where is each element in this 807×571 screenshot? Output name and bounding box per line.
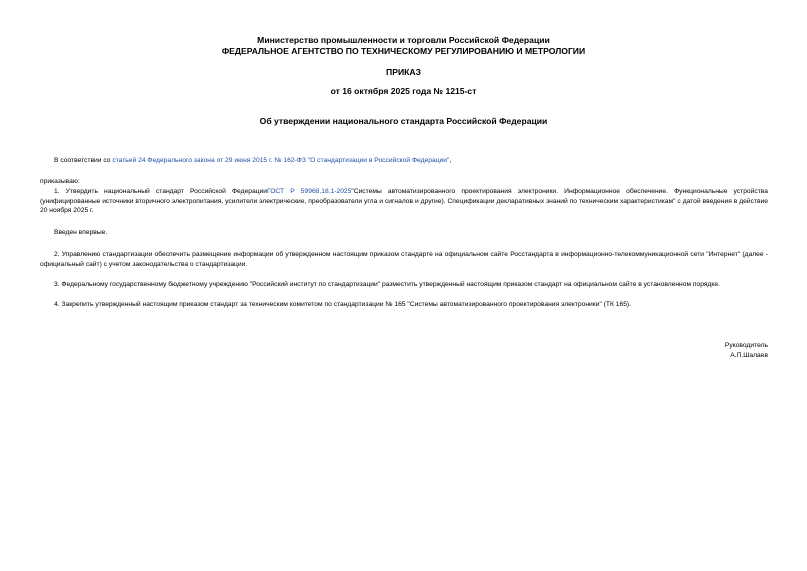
intro-text-after: , — [449, 157, 452, 164]
intro-paragraph — [40, 156, 768, 166]
federal-law-link[interactable]: статьей 24 Федерального закона от 29 июня 2015 г. № 162-ФЗ "О стандартизации в Российской Федерации" — [112, 157, 450, 164]
order-item-3: 3. Федеральному государственному бюджетному учреждению "Российский институт по стандартизации" разместить утвержденный настоящим приказом стандарт на официальном сайте в установленном порядке. — [54, 281, 721, 288]
gost-standard-link[interactable]: ГОСТ Р 59968.18.1-2025 — [266, 188, 352, 195]
first-time-note: Введен впервые. — [54, 229, 108, 236]
item1-text-after: "Системы автоматизированного проектирования электроники. Информационное обеспечение. Функциональные устройства (унифицированные источники вторичного электропитания, усилители электрические, преобразователи угла и сигналов и другие). Спецификации декларативных знаний по техническим характеристикам" с датой введения в действие 20 ноября 2025 г. — [40, 188, 768, 214]
order-item-1 — [40, 187, 768, 216]
order-item-4: 4. Закрепить утвержденный настоящим приказом стандарт за техническим комитетом по стандартизации № 165 "Системы автоматизированного проектирования электроники" (ТК 165). — [54, 301, 631, 308]
document-type: ПРИКАЗ — [386, 67, 421, 77]
order-word: приказываю: — [40, 178, 80, 185]
signature-title: Руководитель — [724, 342, 768, 349]
signature-name: А.П.Шалаев — [730, 352, 768, 359]
intro-text-before: В соответствии со — [54, 157, 113, 164]
order-item-2: 2. Управлению стандартизации обеспечить размещение информации об утвержденном настоящим приказом стандарте на официальном сайте Росстандарта в информационно-телекоммуникационной сети "Интернет" (далее - официальный сайт) с учетом законодательства о стандартизации. — [40, 251, 768, 268]
document-subject: Об утверждении национального стандарта Российской Федерации — [259, 116, 548, 126]
agency-name: ФЕДЕРАЛЬНОЕ АГЕНТСТВО ПО ТЕХНИЧЕСКОМУ РЕГУЛИРОВАНИЮ И МЕТРОЛОГИИ — [221, 46, 586, 56]
document-date-number: от 16 октября 2025 года № 1215-ст — [330, 86, 477, 96]
ministry-name: Министерство промышленности и торговли Российской Федерации — [257, 35, 550, 45]
item1-text-before: 1. Утвердить национальный стандарт Российской Федерации — [54, 188, 267, 195]
